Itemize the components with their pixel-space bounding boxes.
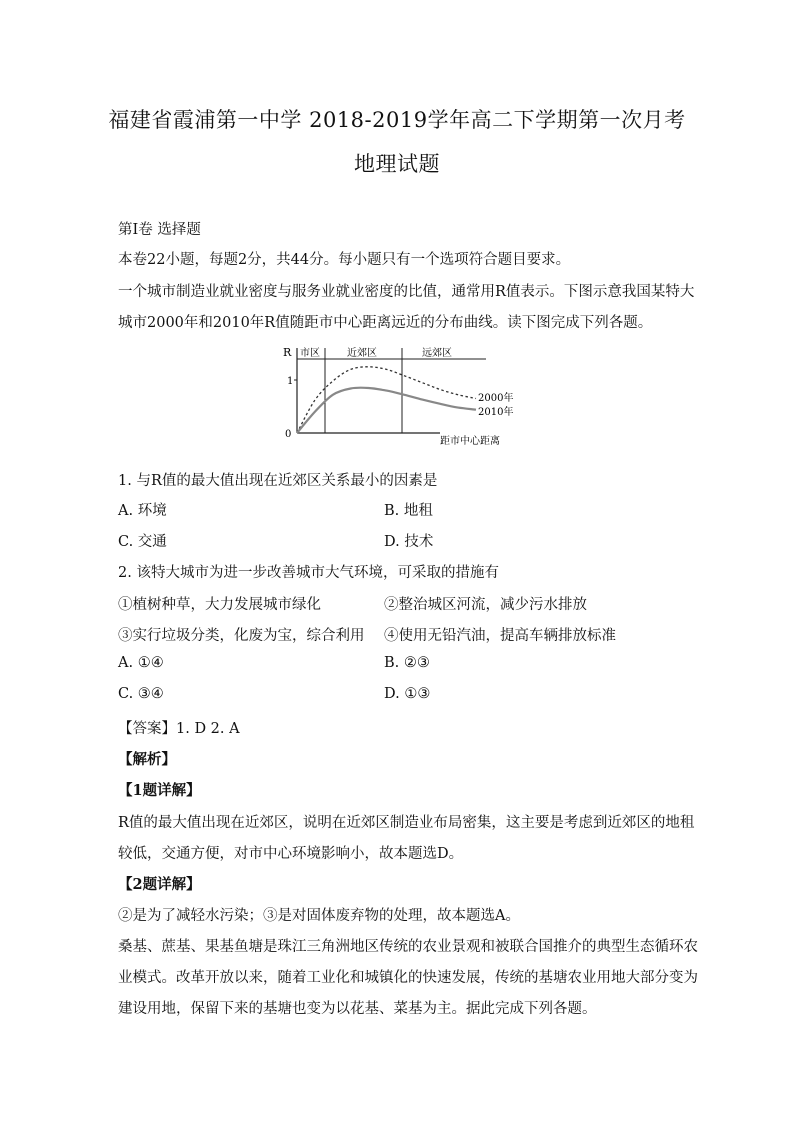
document-title-line1: 福建省霞浦第一中学 2018-2019学年高二下学期第一次月考: [108, 108, 686, 132]
q2-item-3: ③实行垃圾分类，化废为宝，综合利用: [118, 628, 365, 644]
q2-option-a: A. ①④: [118, 655, 164, 671]
detail1-line2: 较低，交通方便，对市中心环境影响小，故本题选D。: [118, 846, 464, 862]
zone-label-outer-suburb: 远郊区: [422, 348, 452, 359]
answer-line: 【答案】1. D 2. A: [118, 721, 240, 737]
analysis-heading: 【解析】: [118, 751, 176, 768]
q1-option-b: B. 地租: [384, 503, 433, 519]
detail1-line1: R值的最大值出现在近郊区，说明在近郊区制造业布局密集，这主要是考虑到近郊区的地租: [118, 815, 695, 831]
instructions: 本卷22小题，每题2分，共44分。每小题只有一个选项符合题目要求。: [118, 252, 571, 268]
x-axis-label: 距市中心距离: [440, 436, 500, 447]
section-heading: 第Ⅰ卷 选择题: [118, 222, 201, 238]
q2-option-c: C. ③④: [118, 686, 164, 702]
y-tick-label-1: 1: [287, 376, 294, 387]
passage2-line3: 建设用地，保留下来的基塘也变为以花基、菜基为主。据此完成下列各题。: [118, 1001, 597, 1017]
series-2000-curve: [297, 367, 476, 433]
q2-item-1: ①植树种草，大力发展城市绿化: [118, 597, 321, 613]
detail2-heading: 【2题详解】: [118, 876, 201, 893]
passage2-line1: 桑基、蔗基、果基鱼塘是珠江三角洲地区传统的农业景观和被联合国推介的典型生态循环农: [118, 939, 698, 955]
passage1-line1: 一个城市制造业就业密度与服务业就业密度的比值，通常用R值表示。下图示意我国某特大: [118, 284, 695, 300]
origin-label: 0: [285, 429, 292, 440]
q2-item-4: ④使用无铅汽油，提高车辆排放标准: [384, 628, 616, 644]
legend-2010: 2010年: [478, 407, 514, 418]
passage1-line2: 城市2000年和2010年R值随距市中心距离远近的分布曲线。读下图完成下列各题。: [118, 315, 653, 331]
q2-item-2: ②整治城区河流，减少污水排放: [384, 597, 587, 613]
q1-option-c: C. 交通: [118, 534, 167, 550]
detail1-heading: 【1题详解】: [118, 782, 201, 799]
document-title-line2: 地理试题: [354, 152, 440, 176]
zone-label-near-suburb: 近郊区: [347, 348, 377, 359]
q2-option-d: D. ①③: [384, 686, 431, 702]
r-value-distribution-chart: [280, 337, 520, 449]
zone-label-urban: 市区: [300, 348, 320, 359]
detail2-text: ②是为了减轻水污染；③是对固体废弃物的处理，故本题选A。: [118, 908, 520, 924]
y-axis-label: R: [283, 346, 292, 359]
q1-option-d: D. 技术: [384, 534, 434, 550]
series-2010-curve: [297, 388, 476, 433]
q1-option-a: A. 环境: [118, 503, 167, 519]
q2-option-b: B. ②③: [384, 655, 430, 671]
q1-stem: 1. 与R值的最大值出现在近郊区关系最小的因素是: [118, 473, 438, 489]
q2-stem: 2. 该特大城市为进一步改善城市大气环境，可采取的措施有: [118, 565, 499, 581]
legend-2000: 2000年: [478, 393, 514, 404]
passage2-line2: 业模式。改革开放以来，随着工业化和城镇化的快速发展，传统的基塘农业用地大部分变为: [118, 970, 698, 986]
